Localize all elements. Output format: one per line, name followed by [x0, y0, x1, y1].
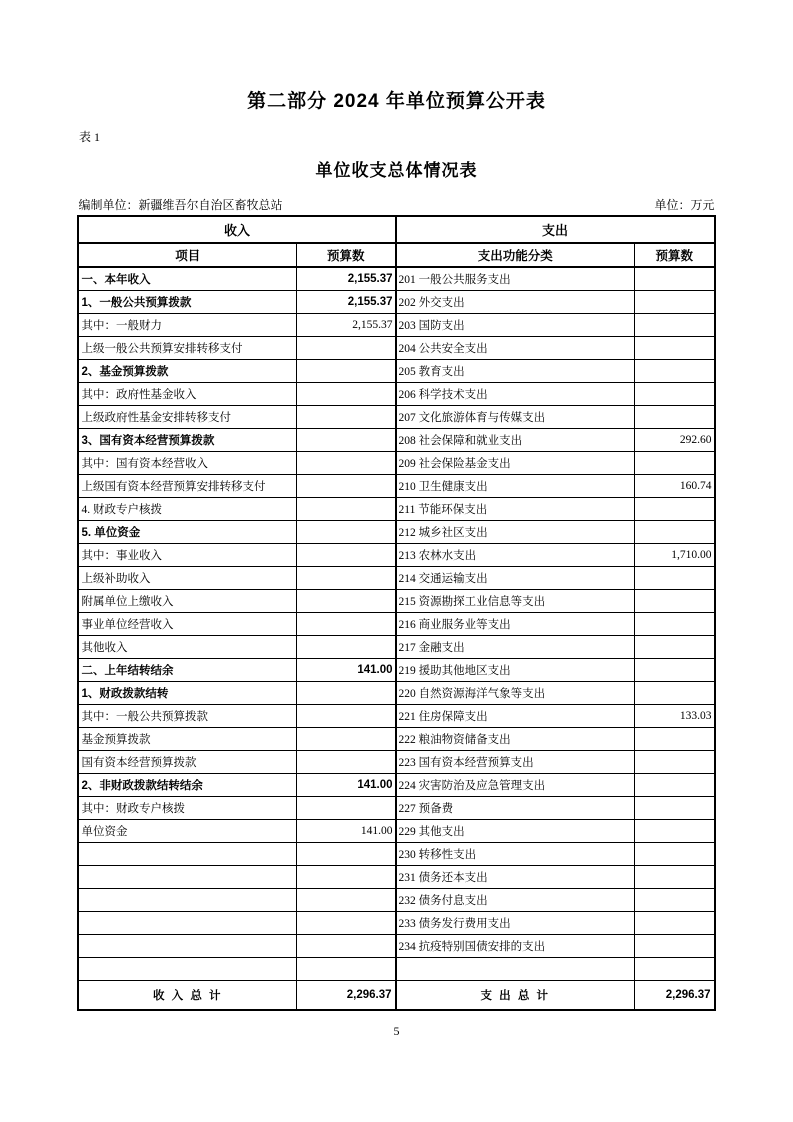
- expense-budget-value-cell: [635, 382, 715, 405]
- income-item-cell: 2、基金预算拨款: [78, 359, 296, 382]
- expense-budget-value-cell: [635, 520, 715, 543]
- income-budget-value-cell: [296, 842, 395, 865]
- income-item-cell: 其中：事业收入: [78, 543, 296, 566]
- income-item-cell: 其中：财政专户核拨: [78, 796, 296, 819]
- expense-item-cell: 219 援助其他地区支出: [396, 658, 635, 681]
- page-number: 5: [393, 1024, 400, 1038]
- table-row: [78, 842, 714, 865]
- income-item-cell: 3、国有资本经营预算拨款: [78, 428, 296, 451]
- income-budget-value-cell: [296, 566, 395, 589]
- column-header-item: 项目: [78, 243, 296, 267]
- income-item-cell: 国有资本经营预算拨款: [78, 750, 296, 773]
- expense-budget-value-cell: [635, 635, 715, 658]
- table-row: [78, 796, 714, 819]
- income-budget-value-cell: [296, 727, 395, 750]
- table-row: [78, 405, 714, 428]
- table-label: 表 1: [79, 130, 101, 144]
- income-item-cell: [78, 842, 296, 865]
- column-header-row: [78, 243, 714, 267]
- expense-budget-value-cell: [635, 267, 715, 290]
- table-row: [78, 750, 714, 773]
- column-header-income-budget: 预算数: [296, 243, 395, 267]
- expenditure-total-label: 支 出 总 计: [396, 980, 635, 1010]
- table-row: [78, 658, 714, 681]
- unit-text: 单位：万元: [654, 198, 715, 212]
- income-budget-value-cell: [296, 681, 395, 704]
- expense-item-cell: 209 社会保险基金支出: [396, 451, 635, 474]
- income-item-cell: 上级政府性基金安排转移支付: [78, 405, 296, 428]
- income-item-cell: 5. 单位资金: [78, 520, 296, 543]
- income-item-cell: 基金预算拨款: [78, 727, 296, 750]
- income-item-cell: 4. 财政专户核拨: [78, 497, 296, 520]
- total-row: [78, 980, 714, 1010]
- table-row: [78, 865, 714, 888]
- expenditure-total-value: 2,296.37: [635, 980, 715, 1010]
- expense-item-cell: 233 债务发行费用支出: [396, 911, 635, 934]
- expense-item-cell: 217 金融支出: [396, 635, 635, 658]
- expense-item-cell: 220 自然资源海洋气象等支出: [396, 681, 635, 704]
- income-budget-value-cell: 2,155.37: [296, 290, 395, 313]
- income-budget-value-cell: [296, 635, 395, 658]
- expense-item-cell: 203 国防支出: [396, 313, 635, 336]
- expense-budget-value-cell: [635, 796, 715, 819]
- expense-budget-value-cell: [635, 566, 715, 589]
- expense-budget-value-cell: [635, 658, 715, 681]
- income-budget-value-cell: [296, 520, 395, 543]
- column-header-expense-budget: 预算数: [635, 243, 715, 267]
- table-row: [78, 727, 714, 750]
- expense-item-cell: 206 科学技术支出: [396, 382, 635, 405]
- table-row: [78, 819, 714, 842]
- table-row: [78, 681, 714, 704]
- expense-budget-value-cell: 292.60: [635, 428, 715, 451]
- expense-item-cell: 204 公共安全支出: [396, 336, 635, 359]
- income-budget-value-cell: [296, 451, 395, 474]
- expense-budget-value-cell: [635, 911, 715, 934]
- income-budget-value-cell: [296, 543, 395, 566]
- income-item-cell: 其他收入: [78, 635, 296, 658]
- table-row: [78, 359, 714, 382]
- expense-item-cell: 207 文化旅游体育与传媒支出: [396, 405, 635, 428]
- income-item-cell: 上级国有资本经营预算安排转移支付: [78, 474, 296, 497]
- income-budget-value-cell: [296, 336, 395, 359]
- income-item-cell: 上级补助收入: [78, 566, 296, 589]
- income-budget-value-cell: [296, 612, 395, 635]
- income-item-cell: [78, 865, 296, 888]
- table-row: [78, 635, 714, 658]
- expense-item-cell: 229 其他支出: [396, 819, 635, 842]
- expense-budget-value-cell: [635, 750, 715, 773]
- income-section-header: 收入: [78, 216, 395, 243]
- income-item-cell: 其中：一般财力: [78, 313, 296, 336]
- income-budget-value-cell: [296, 589, 395, 612]
- expense-budget-value-cell: [635, 842, 715, 865]
- income-item-cell: 1、一般公共预算拨款: [78, 290, 296, 313]
- expense-item-cell: 211 节能环保支出: [396, 497, 635, 520]
- expense-item-cell: 205 教育支出: [396, 359, 635, 382]
- income-item-cell: 上级一般公共预算安排转移支付: [78, 336, 296, 359]
- expense-budget-value-cell: 1,710.00: [635, 543, 715, 566]
- table-title: 单位收支总体情况表: [315, 161, 478, 180]
- expense-item-cell: 231 债务还本支出: [396, 865, 635, 888]
- expense-item-cell: 234 抗疫特别国债安排的支出: [396, 934, 635, 957]
- expense-item-cell: 210 卫生健康支出: [396, 474, 635, 497]
- table-row: [78, 313, 714, 336]
- table-row: [78, 474, 714, 497]
- budget-summary-table: [77, 215, 715, 1011]
- income-budget-value-cell: [296, 750, 395, 773]
- table-row: [78, 520, 714, 543]
- expense-budget-value-cell: [635, 336, 715, 359]
- expense-budget-value-cell: [635, 888, 715, 911]
- income-item-cell: 一、本年收入: [78, 267, 296, 290]
- expense-budget-value-cell: 160.74: [635, 474, 715, 497]
- income-item-cell: 附属单位上缴收入: [78, 589, 296, 612]
- income-item-cell: 其中：政府性基金收入: [78, 382, 296, 405]
- table-row: [78, 888, 714, 911]
- table-row: [78, 336, 714, 359]
- expense-budget-value-cell: [635, 865, 715, 888]
- expense-budget-value-cell: [635, 612, 715, 635]
- income-budget-value-cell: [296, 957, 395, 980]
- expense-budget-value-cell: [635, 359, 715, 382]
- prepared-by-text: 编制单位：新疆维吾尔自治区畜牧总站: [78, 198, 283, 212]
- budget-table-body: [78, 267, 714, 980]
- income-budget-value-cell: [296, 428, 395, 451]
- expense-item-cell: 223 国有资本经营预算支出: [396, 750, 635, 773]
- income-budget-value-cell: [296, 359, 395, 382]
- table-row: [78, 612, 714, 635]
- income-budget-value-cell: 141.00: [296, 773, 395, 796]
- income-item-cell: 1、财政拨款结转: [78, 681, 296, 704]
- expense-budget-value-cell: [635, 589, 715, 612]
- expense-item-cell: 222 粮油物资储备支出: [396, 727, 635, 750]
- income-item-cell: [78, 934, 296, 957]
- income-item-cell: 二、上年结转结余: [78, 658, 296, 681]
- expense-item-cell: 232 债务付息支出: [396, 888, 635, 911]
- table-row: [78, 773, 714, 796]
- income-budget-value-cell: [296, 796, 395, 819]
- income-budget-value-cell: 141.00: [296, 658, 395, 681]
- expenditure-section-header: 支出: [396, 216, 715, 243]
- income-budget-value-cell: [296, 704, 395, 727]
- income-budget-value-cell: [296, 865, 395, 888]
- expense-item-cell: 221 住房保障支出: [396, 704, 635, 727]
- expense-item-cell: 227 预备费: [396, 796, 635, 819]
- income-item-cell: [78, 911, 296, 934]
- income-budget-value-cell: [296, 474, 395, 497]
- income-item-cell: [78, 888, 296, 911]
- table-row: [78, 382, 714, 405]
- income-budget-value-cell: [296, 888, 395, 911]
- expense-budget-value-cell: [635, 497, 715, 520]
- expense-budget-value-cell: [635, 934, 715, 957]
- expense-budget-value-cell: [635, 313, 715, 336]
- expense-item-cell: 202 外交支出: [396, 290, 635, 313]
- expense-budget-value-cell: [635, 819, 715, 842]
- expense-item-cell: 216 商业服务业等支出: [396, 612, 635, 635]
- income-item-cell: [78, 957, 296, 980]
- table-row: [78, 911, 714, 934]
- income-budget-value-cell: 2,155.37: [296, 267, 395, 290]
- expense-item-cell: 215 资源勘探工业信息等支出: [396, 589, 635, 612]
- income-item-cell: 单位资金: [78, 819, 296, 842]
- section-header-row: [78, 216, 714, 243]
- income-budget-value-cell: 141.00: [296, 819, 395, 842]
- expense-item-cell: 212 城乡社区支出: [396, 520, 635, 543]
- table-row: [78, 451, 714, 474]
- income-budget-value-cell: [296, 497, 395, 520]
- expense-item-cell: 208 社会保障和就业支出: [396, 428, 635, 451]
- income-item-cell: 其中：一般公共预算拨款: [78, 704, 296, 727]
- income-item-cell: 2、非财政拨款结转结余: [78, 773, 296, 796]
- table-row: [78, 704, 714, 727]
- income-budget-value-cell: 2,155.37: [296, 313, 395, 336]
- expense-budget-value-cell: [635, 727, 715, 750]
- table-row: [78, 589, 714, 612]
- table-row: [78, 957, 714, 980]
- table-meta-row: [79, 196, 715, 213]
- expense-item-cell: 230 转移性支出: [396, 842, 635, 865]
- expense-budget-value-cell: [635, 405, 715, 428]
- income-item-cell: 事业单位经营收入: [78, 612, 296, 635]
- expense-item-cell: 224 灾害防治及应急管理支出: [396, 773, 635, 796]
- table-row: [78, 290, 714, 313]
- expense-item-cell: 214 交通运输支出: [396, 566, 635, 589]
- table-row: [78, 934, 714, 957]
- expense-budget-value-cell: [635, 451, 715, 474]
- table-row: [78, 428, 714, 451]
- expense-item-cell: 201 一般公共服务支出: [396, 267, 635, 290]
- expense-budget-value-cell: [635, 681, 715, 704]
- expense-budget-value-cell: [635, 957, 715, 980]
- income-budget-value-cell: [296, 911, 395, 934]
- expense-item-cell: [396, 957, 635, 980]
- income-total-value: 2,296.37: [296, 980, 395, 1010]
- income-total-label: 收 入 总 计: [78, 980, 296, 1010]
- income-budget-value-cell: [296, 405, 395, 428]
- income-budget-value-cell: [296, 934, 395, 957]
- column-header-expense-category: 支出功能分类: [396, 243, 635, 267]
- table-row: [78, 267, 714, 290]
- income-budget-value-cell: [296, 382, 395, 405]
- expense-budget-value-cell: [635, 290, 715, 313]
- income-item-cell: 其中：国有资本经营收入: [78, 451, 296, 474]
- document-title: 第二部分 2024 年单位预算公开表: [247, 91, 546, 112]
- expense-budget-value-cell: 133.03: [635, 704, 715, 727]
- table-row: [78, 543, 714, 566]
- expense-budget-value-cell: [635, 773, 715, 796]
- table-row: [78, 566, 714, 589]
- expense-item-cell: 213 农林水支出: [396, 543, 635, 566]
- table-row: [78, 497, 714, 520]
